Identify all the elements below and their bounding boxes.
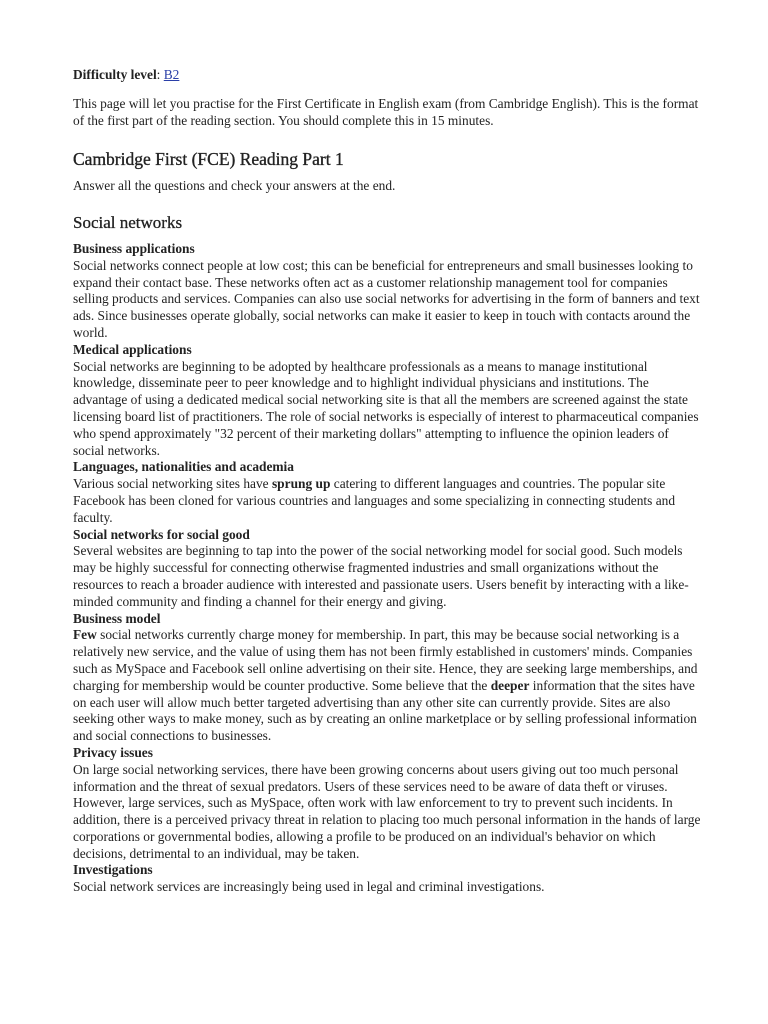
section-body: [73, 879, 703, 896]
section-medical-applications: [73, 342, 703, 460]
section-text: Social networks are beginning to be adopted by healthcare professionals as a means to manage institutional knowledge, disseminate peer to peer knowledge and to highlight individual physicians and institutions. The advantage of using a dedicated medical social networking site is that all the members are screened against the state licensing board list of practitioners. The role of social networks is especially of interest to pharmaceutical companies who spend approximately "32 percent of their marketing dollars" attempting to influence the opinion leaders of social networks.: [73, 358, 699, 458]
section-heading: Investigations: [73, 862, 153, 878]
difficulty-line: [73, 66, 703, 84]
section-heading: Privacy issues: [73, 744, 153, 760]
section-privacy-issues: [73, 745, 703, 863]
section-heading: Business applications: [73, 241, 195, 256]
article-sections: [73, 241, 703, 896]
section-text: social networks currently charge money for membership. In part, this may be because social networking is a relatively new service, and the value of using them has not been firmly established in customers' minds. Companies such as MySpace and Facebook sell online advertising on their site. Hence, they are seeking large memberships, and charging for membership would be counter productive. Some believe that the: [73, 627, 698, 693]
section-body: [73, 258, 703, 342]
section-heading: Languages, nationalities and academia: [73, 459, 294, 475]
section-heading: Social networks for social good: [73, 526, 250, 542]
section-heading: Business model: [73, 610, 161, 626]
difficulty-level-link[interactable]: B2: [163, 67, 180, 82]
section-business-model: [73, 611, 703, 745]
section-social-good: [73, 527, 703, 611]
section-body: [73, 627, 703, 745]
article-title: Social networks: [73, 213, 183, 232]
intro-text: This page will let you practise for the First Certificate in English exam (from Cambridge English). This is the format of the first part of the reading section. You should complete this in 15 minutes.: [73, 96, 699, 128]
section-body: [73, 476, 703, 526]
page-content: [73, 66, 703, 896]
section-body: [73, 762, 703, 863]
difficulty-separator: :: [156, 67, 164, 82]
highlighted-word: sprung up: [271, 476, 331, 492]
section-heading: Medical applications: [73, 341, 192, 357]
section-text: Social network services are increasingly being used in legal and criminal investigations.: [73, 879, 545, 895]
difficulty-label: Difficulty level: [73, 67, 157, 82]
highlighted-word: deeper: [490, 677, 530, 693]
section-body: [73, 543, 703, 610]
section-text: information that the sites have on each user will allow much better targeted advertising than any other site can currently provide. Sites are also seeking other ways to make money, such as by creating an online marketplace or by selling professional information and social connections to businesses.: [73, 677, 697, 744]
section-text: Social networks connect people at low cost; this can be beneficial for entrepreneurs and small businesses looking to expand their contact base. These networks often act as a customer relationship management tool for companies selling products and services. Companies can also use social networks for advertising in the form of banners and text ads. Since businesses operate globally, social networks can make it easier to keep in touch with contacts around the world.: [73, 257, 700, 340]
section-investigations: [73, 862, 703, 896]
section-text: catering to different languages and countries. The popular site Facebook has been cloned for various countries and languages and some specializing in connecting students and faculty.: [73, 476, 676, 525]
section-text: Several websites are beginning to tap into the power of the social networking model for social good. Such models may be highly successful for connecting otherwise fragmented industries and small organizations without the resources to reach a broader audience with interested and passionate users. Users benefit by interacting with a like-minded community and finding a channel for their energy and giving.: [73, 543, 689, 609]
section-text: On large social networking services, there have been growing concerns about users giving out too much personal information and the threat of sexual predators. Users of these services need to be aware of data theft or viruses. However, large services, such as MySpace, often work with law enforcement to try to prevent such incidents. In addition, there is a perceived privacy threat in relation to placing too much personal information in the hands of large corporations or governmental bodies, allowing a profile to be produced on an individual's behavior on which decisions, detrimental to an individual, may be taken.: [73, 761, 701, 861]
section-languages: [73, 459, 703, 526]
section-body: [73, 359, 703, 460]
highlighted-word: Few: [73, 627, 97, 643]
page-title: Cambridge First (FCE) Reading Part 1: [73, 149, 344, 169]
section-text: Various social networking sites have: [73, 476, 272, 492]
instructions-text: Answer all the questions and check your answers at the end.: [73, 178, 396, 193]
section-business-applications: [73, 241, 703, 342]
